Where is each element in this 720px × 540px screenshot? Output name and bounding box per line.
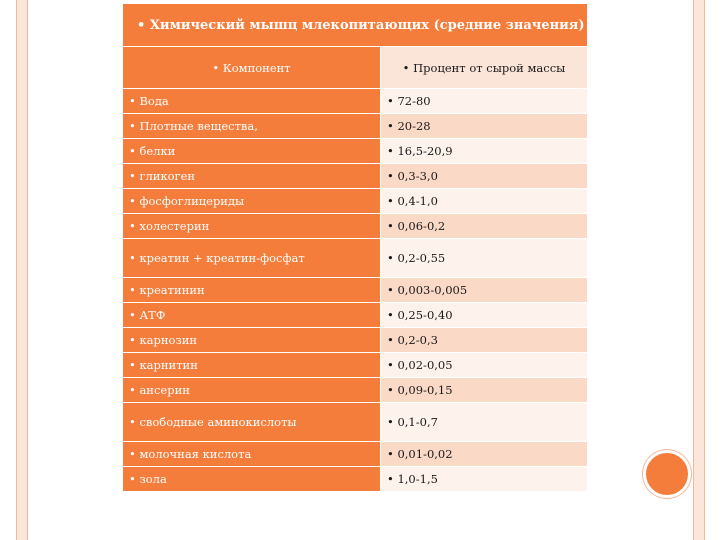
- percent-cell: • 0,1-0,7: [381, 403, 588, 442]
- table-row: [123, 239, 588, 278]
- component-cell: • карнитин: [123, 353, 381, 378]
- component-cell: • молочная кислота: [123, 442, 381, 467]
- header-component: • Компонент: [123, 47, 381, 89]
- muscle-composition-table: [122, 3, 588, 492]
- table-title-row: [123, 4, 588, 47]
- percent-cell: • 20-28: [381, 114, 588, 139]
- percent-cell: • 0,25-0,40: [381, 303, 588, 328]
- component-cell: • Вода: [123, 89, 381, 114]
- table-row: [123, 303, 588, 328]
- component-cell: • карнозин: [123, 328, 381, 353]
- component-cell: • Плотные вещества,: [123, 114, 381, 139]
- decorative-circle: [643, 450, 691, 498]
- table-row: [123, 403, 588, 442]
- table-row: [123, 328, 588, 353]
- component-cell: • холестерин: [123, 214, 381, 239]
- component-cell: • креатин + креатин-фосфат: [123, 239, 381, 278]
- table-row: [123, 442, 588, 467]
- left-decorative-stripe: [16, 0, 28, 540]
- percent-cell: • 0,06-0,2: [381, 214, 588, 239]
- table-title: • Химический мышц млекопитающих (средние значения): [123, 4, 588, 47]
- component-cell: • зола: [123, 467, 381, 492]
- table-row: [123, 89, 588, 114]
- percent-cell: • 0,2-0,3: [381, 328, 588, 353]
- table-row: [123, 378, 588, 403]
- percent-cell: • 72-80: [381, 89, 588, 114]
- component-cell: • белки: [123, 139, 381, 164]
- percent-cell: • 0,01-0,02: [381, 442, 588, 467]
- percent-cell: • 0,4-1,0: [381, 189, 588, 214]
- table-row: [123, 139, 588, 164]
- percent-cell: • 0,02-0,05: [381, 353, 588, 378]
- component-cell: • креатинин: [123, 278, 381, 303]
- percent-cell: • 16,5-20,9: [381, 139, 588, 164]
- table-row: [123, 189, 588, 214]
- table-row: [123, 214, 588, 239]
- table-row: [123, 164, 588, 189]
- header-percent: • Процент от сырой массы: [381, 47, 588, 89]
- percent-cell: • 0,09-0,15: [381, 378, 588, 403]
- component-cell: • ансерин: [123, 378, 381, 403]
- table-row: [123, 467, 588, 492]
- table-header-row: [123, 47, 588, 89]
- component-cell: • свободные аминокислоты: [123, 403, 381, 442]
- component-cell: • фосфоглицериды: [123, 189, 381, 214]
- percent-cell: • 0,2-0,55: [381, 239, 588, 278]
- right-decorative-stripe: [693, 0, 705, 540]
- component-cell: • АТФ: [123, 303, 381, 328]
- table-row: [123, 278, 588, 303]
- percent-cell: • 0,003-0,005: [381, 278, 588, 303]
- component-cell: • гликоген: [123, 164, 381, 189]
- table-row: [123, 114, 588, 139]
- percent-cell: • 0,3-3,0: [381, 164, 588, 189]
- percent-cell: • 1,0-1,5: [381, 467, 588, 492]
- table-row: [123, 353, 588, 378]
